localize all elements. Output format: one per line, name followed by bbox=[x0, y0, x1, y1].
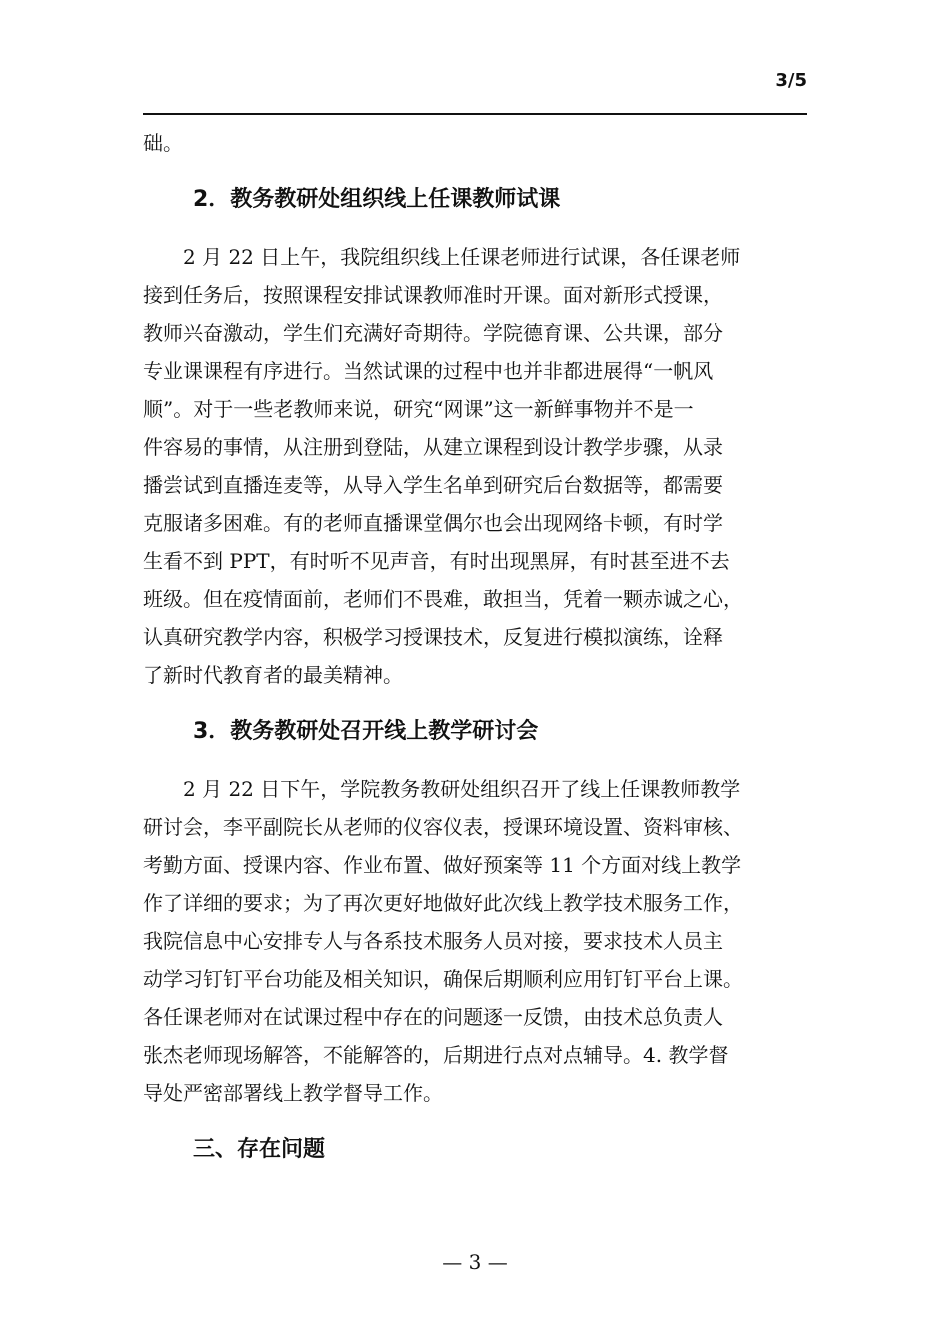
paragraph-line: 克服诸多困难。有的老师直播课堂偶尔也会出现网络卡顿，有时学 bbox=[143, 511, 723, 535]
paragraph-line: 认真研究教学内容，积极学习授课技术，反复进行模拟演练，诠释 bbox=[143, 625, 723, 649]
paragraph-2 bbox=[143, 238, 807, 694]
footer-page-number: — 3 — bbox=[442, 1250, 508, 1274]
paragraph-line: 研讨会，李平副院长从老师的仪容仪表，授课环境设置、资料审核、 bbox=[143, 815, 743, 839]
paragraph-3 bbox=[143, 770, 807, 1112]
continuation-line: 础。 bbox=[143, 131, 183, 155]
paragraph-line: 顺”。对于一些老教师来说，研究“网课”这一新鲜事物并不是一 bbox=[143, 397, 694, 421]
paragraph-line: 2 月 22 日下午，学院教务教研处组织召开了线上任课教师教学 bbox=[183, 777, 741, 801]
paragraph-line: 2 月 22 日上午，我院组织线上任课老师进行试课，各任课老师 bbox=[183, 245, 741, 269]
header-rule bbox=[143, 113, 807, 115]
paragraph-line: 播尝试到直播连麦等，从导入学生名单到研究后台数据等，都需要 bbox=[143, 473, 723, 497]
paragraph-line: 各任课老师对在试课过程中存在的问题逐一反馈，由技术总负责人 bbox=[143, 1005, 723, 1029]
paragraph-line: 动学习钉钉平台功能及相关知识，确保后期顺利应用钉钉平台上课。 bbox=[143, 967, 743, 991]
heading-3: 3．教务教研处召开线上教学研讨会 bbox=[193, 719, 539, 744]
paragraph-line: 专业课课程有序进行。当然试课的过程中也并非都进展得“一帆风 bbox=[143, 359, 714, 383]
paragraph-line: 作了详细的要求；为了再次更好地做好此次线上教学技术服务工作， bbox=[143, 891, 743, 915]
page-indicator: 3/5 bbox=[775, 70, 807, 91]
heading-2: 2．教务教研处组织线上任课教师试课 bbox=[193, 187, 561, 212]
paragraph-line: 考勤方面、授课内容、作业布置、做好预案等 11 个方面对线上教学 bbox=[143, 853, 742, 877]
paragraph-line: 我院信息中心安排专人与各系技术服务人员对接，要求技术人员主 bbox=[143, 929, 723, 953]
paragraph-line: 接到任务后，按照课程安排试课教师准时开课。面对新形式授课， bbox=[143, 283, 723, 307]
paragraph-line: 教师兴奋激动，学生们充满好奇期待。学院德育课、公共课，部分 bbox=[143, 321, 723, 345]
paragraph-line: 生看不到 PPT，有时听不见声音，有时出现黑屏，有时甚至进不去 bbox=[143, 549, 730, 573]
paragraph-line: 导处严密部署线上教学督导工作。 bbox=[143, 1081, 443, 1105]
document-body bbox=[143, 124, 807, 1169]
paragraph-line: 件容易的事情，从注册到登陆，从建立课程到设计教学步骤，从录 bbox=[143, 435, 723, 459]
paragraph-line: 班级。但在疫情面前，老师们不畏难，敢担当，凭着一颗赤诚之心， bbox=[143, 587, 743, 611]
paragraph-line: 了新时代教育者的最美精神。 bbox=[143, 663, 403, 687]
section-heading-problems: 三、存在问题 bbox=[193, 1137, 326, 1162]
paragraph-line: 张杰老师现场解答，不能解答的，后期进行点对点辅导。4. 教学督 bbox=[143, 1043, 729, 1067]
